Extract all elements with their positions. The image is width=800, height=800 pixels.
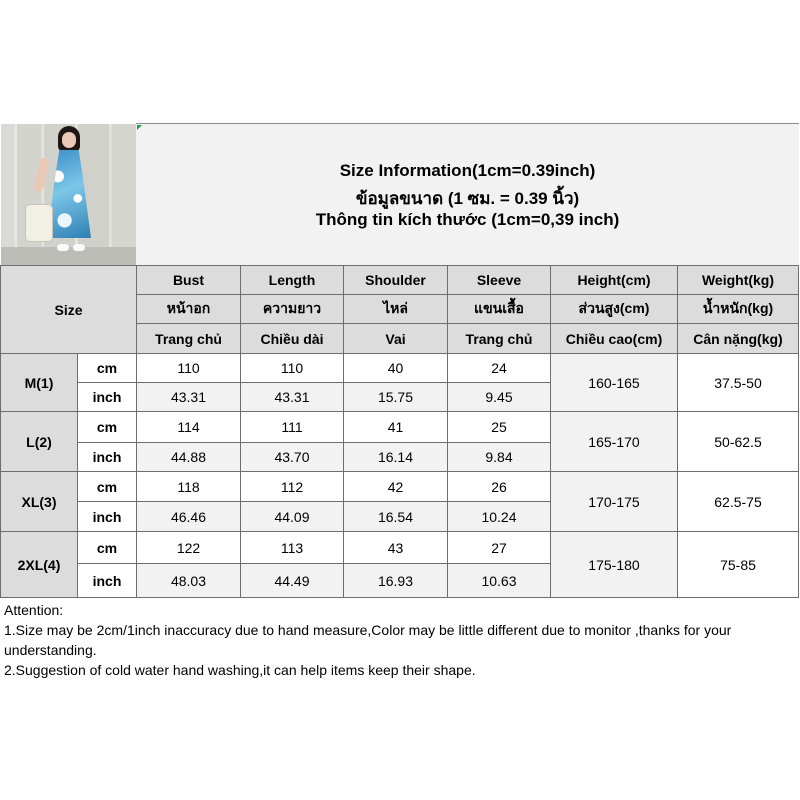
sleeve-inch-2xl: 10.63	[448, 564, 551, 598]
title-vietnamese: Thông tin kích thước (1cm=0,39 inch)	[315, 210, 620, 229]
sleeve-cm-xl: 26	[448, 472, 551, 502]
col-weight-vi: Cân nặng(kg)	[678, 324, 799, 354]
shoulder-cm-2xl: 43	[344, 532, 448, 564]
col-bust-en: Bust	[137, 266, 241, 295]
sleeve-cm-m: 24	[448, 354, 551, 383]
unit-cm: cm	[78, 412, 137, 443]
bust-inch-m: 43.31	[137, 383, 241, 412]
col-length-en: Length	[241, 266, 344, 295]
shoulder-inch-l: 16.14	[344, 443, 448, 472]
height-xl: 170-175	[551, 472, 678, 532]
photo-ground	[1, 247, 136, 265]
col-weight-th: น้ำหนัก(kg)	[678, 295, 799, 324]
unit-inch: inch	[78, 383, 137, 412]
col-height-th: ส่วนสูง(cm)	[551, 295, 678, 324]
height-l: 165-170	[551, 412, 678, 472]
unit-inch: inch	[78, 502, 137, 532]
photo-shoe-left	[57, 244, 69, 251]
shoulder-inch-m: 15.75	[344, 383, 448, 412]
col-height-vi: Chiều cao(cm)	[551, 324, 678, 354]
col-sleeve-th: แขนเสื้อ	[448, 295, 551, 324]
col-shoulder-vi: Vai	[344, 324, 448, 354]
bust-cm-2xl: 122	[137, 532, 241, 564]
photo-arm	[34, 157, 50, 192]
col-sleeve-vi: Trang chủ	[448, 324, 551, 354]
bust-inch-l: 44.88	[137, 443, 241, 472]
bust-cm-m: 110	[137, 354, 241, 383]
col-shoulder-en: Shoulder	[344, 266, 448, 295]
sleeve-inch-xl: 10.24	[448, 502, 551, 532]
length-inch-xl: 44.09	[241, 502, 344, 532]
unit-cm: cm	[78, 532, 137, 564]
col-shoulder-th: ไหล่	[344, 295, 448, 324]
size-table	[0, 265, 799, 598]
photo-face	[62, 132, 76, 148]
length-inch-m: 43.31	[241, 383, 344, 412]
shoulder-cm-l: 41	[344, 412, 448, 443]
unit-cm: cm	[78, 472, 137, 502]
col-height-en: Height(cm)	[551, 266, 678, 295]
bust-cm-xl: 118	[137, 472, 241, 502]
sleeve-inch-l: 9.84	[448, 443, 551, 472]
length-cm-m: 110	[241, 354, 344, 383]
shoulder-inch-xl: 16.54	[344, 502, 448, 532]
weight-l: 50-62.5	[678, 412, 799, 472]
height-2xl: 175-180	[551, 532, 678, 598]
length-inch-2xl: 44.49	[241, 564, 344, 598]
size-label-l: L(2)	[1, 412, 78, 472]
unit-inch: inch	[78, 564, 137, 598]
corner-marker-icon	[137, 125, 142, 130]
photo-shoe-right	[73, 244, 85, 251]
col-length-th: ความยาว	[241, 295, 344, 324]
length-inch-l: 43.70	[241, 443, 344, 472]
attention-heading: Attention:	[4, 602, 64, 618]
bust-inch-2xl: 48.03	[137, 564, 241, 598]
bust-inch-xl: 46.46	[137, 502, 241, 532]
attention-notes	[0, 600, 800, 680]
title-thai: ข้อมูลขนาด (1 ซม. = 0.39 นิ้ว)	[355, 189, 580, 208]
product-photo	[1, 124, 137, 266]
col-length-vi: Chiều dài	[241, 324, 344, 354]
sleeve-cm-2xl: 27	[448, 532, 551, 564]
col-weight-en: Weight(kg)	[678, 266, 799, 295]
col-sleeve-en: Sleeve	[448, 266, 551, 295]
title-english: Size Information(1cm=0.39inch)	[339, 161, 596, 180]
unit-cm: cm	[78, 354, 137, 383]
size-label-2xl: 2XL(4)	[1, 532, 78, 598]
weight-xl: 62.5-75	[678, 472, 799, 532]
bust-cm-l: 114	[137, 412, 241, 443]
shoulder-inch-2xl: 16.93	[344, 564, 448, 598]
length-cm-2xl: 113	[241, 532, 344, 564]
size-header: Size	[1, 266, 137, 354]
length-cm-l: 111	[241, 412, 344, 443]
shoulder-cm-xl: 42	[344, 472, 448, 502]
size-label-xl: XL(3)	[1, 472, 78, 532]
weight-2xl: 75-85	[678, 532, 799, 598]
photo-dress	[47, 150, 91, 238]
sleeve-inch-m: 9.45	[448, 383, 551, 412]
size-label-m: M(1)	[1, 354, 78, 412]
shoulder-cm-m: 40	[344, 354, 448, 383]
height-m: 160-165	[551, 354, 678, 412]
unit-inch: inch	[78, 443, 137, 472]
col-bust-vi: Trang chủ	[137, 324, 241, 354]
length-cm-xl: 112	[241, 472, 344, 502]
col-bust-th: หน้าอก	[137, 295, 241, 324]
sleeve-cm-l: 25	[448, 412, 551, 443]
attention-note-2: 2.Suggestion of cold water hand washing,it can help items keep their shape.	[4, 662, 476, 678]
title-box	[136, 123, 799, 266]
photo-bag	[25, 204, 53, 242]
attention-note-1: 1.Size may be 2cm/1inch inaccuracy due to hand measure,Color may be little different due to monitor ,thanks for your understanding.	[4, 622, 732, 658]
weight-m: 37.5-50	[678, 354, 799, 412]
